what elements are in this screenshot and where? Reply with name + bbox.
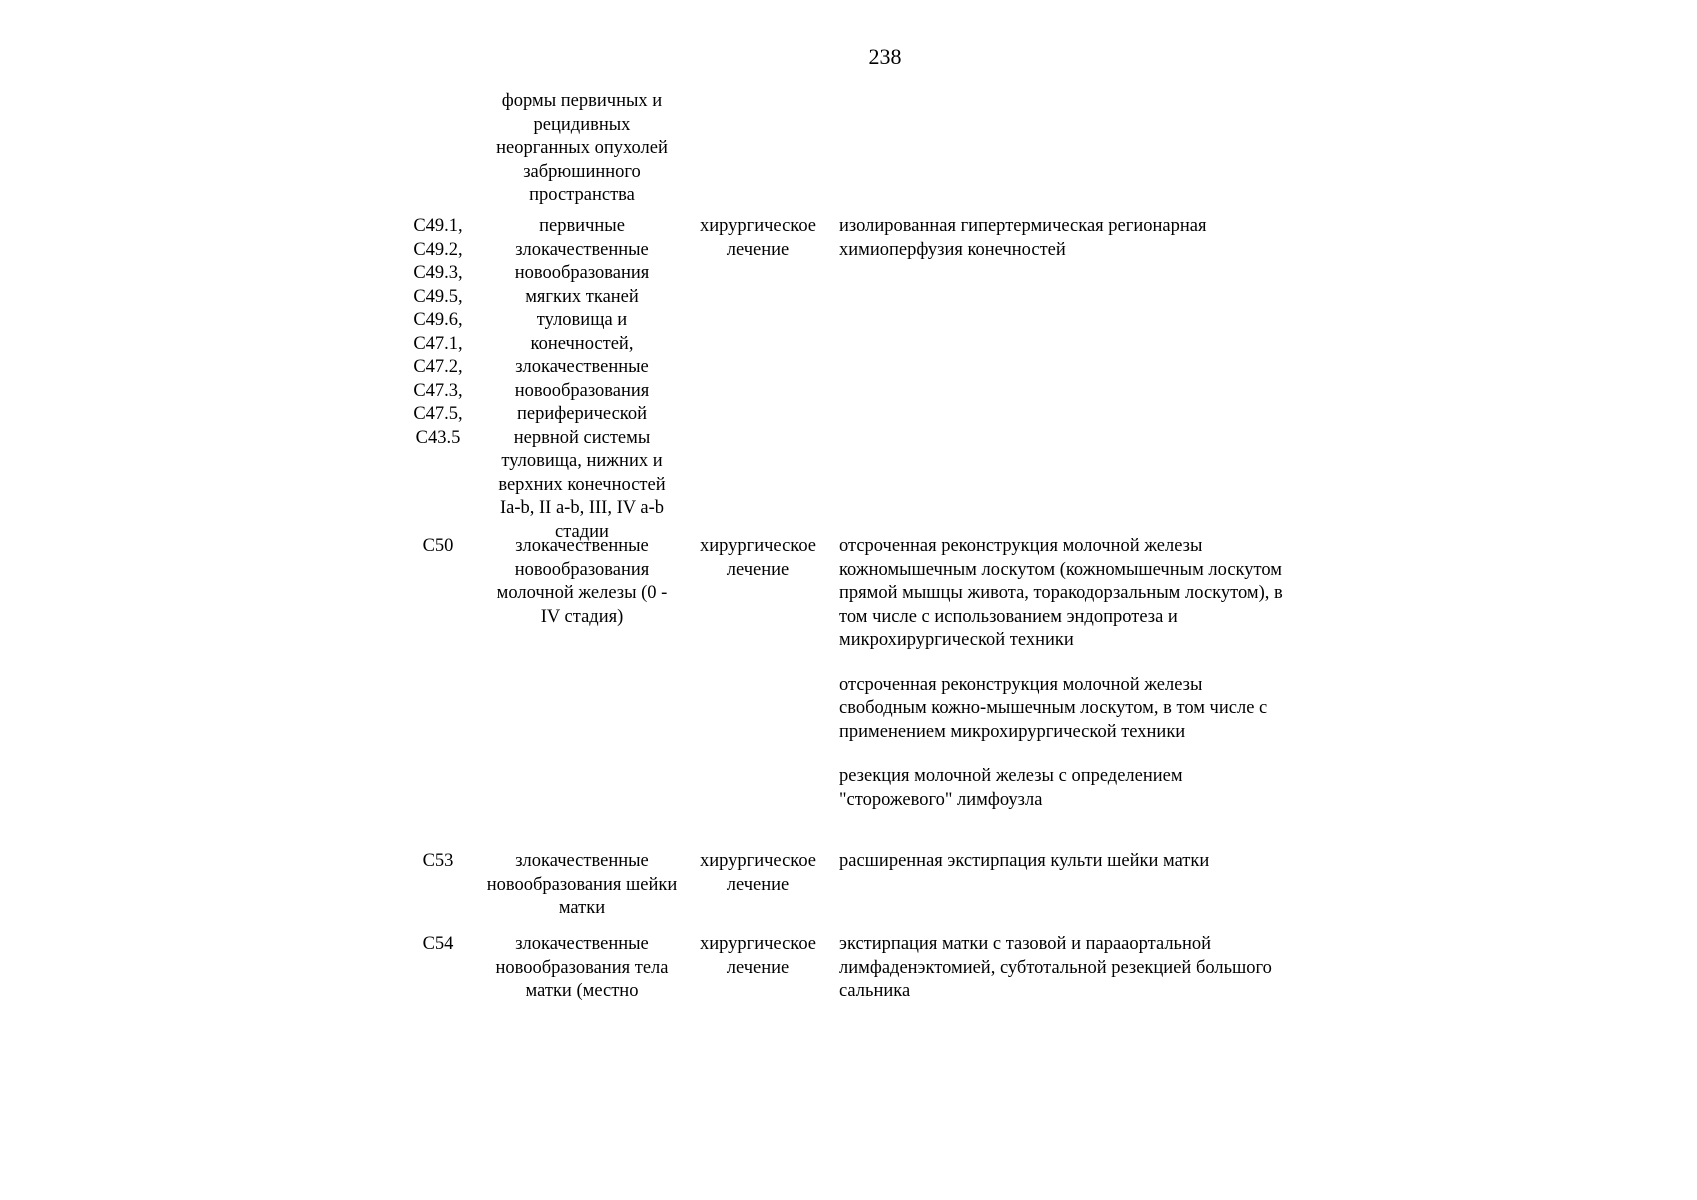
- diagnosis-cell: злокачественные новообразования шейки матки: [486, 851, 678, 918]
- icd-code-cell: C50: [422, 536, 454, 556]
- treatment-type-cell: хирургическое лечение: [699, 536, 817, 580]
- method-item: расширенная экстирпация культи шейки матки: [839, 851, 1210, 871]
- diagnosis-cell: злокачественные новообразования тела матки (местно: [495, 934, 669, 1001]
- method-cell: [839, 215, 1289, 283]
- method-item: экстирпация матки с тазовой и парааортальной лимфаденэктомией, субтотальной резекцией большого сальника: [839, 934, 1272, 1001]
- diagnosis-cell: первичные злокачественные новообразования мягких тканей туловища и конечностей, злокачественные новообразования периферической нервной системы туловища, нижних и верхних конечностей Ia-b, II a-b, III, IV a-b стадии: [498, 216, 666, 542]
- icd-code-cell: C49.1, C49.2, C49.3, C49.5, C49.6, C47.1, C47.2, C47.3, C47.5, C43.5: [413, 216, 463, 448]
- method-cell: [839, 535, 1289, 833]
- diagnosis-cell: формы первичных и рецидивных неорганных опухолей забрюшинного пространства: [496, 91, 668, 205]
- page-number: 238: [868, 44, 902, 69]
- diagnosis-cell: злокачественные новообразования молочной железы (0 - IV стадия): [496, 536, 668, 627]
- icd-code-cell: C54: [422, 934, 454, 954]
- method-item: изолированная гипертермическая регионарная химиоперфузия конечностей: [839, 216, 1207, 260]
- treatment-type-cell: хирургическое лечение: [699, 934, 817, 978]
- treatment-type-cell: хирургическое лечение: [699, 851, 817, 895]
- icd-code-cell: C53: [422, 851, 454, 871]
- method-cell: [839, 933, 1289, 1025]
- method-cell: [839, 850, 1289, 895]
- method-item: резекция молочной железы с определением "сторожевого" лимфоузла: [839, 766, 1183, 810]
- treatment-type-cell: хирургическое лечение: [699, 216, 817, 260]
- method-item: отсроченная реконструкция молочной железы кожномышечным лоскутом (кожномышечным лоскутом прямой мышцы живота, торакодорзальным лоскутом), в том числе с использованием эндопротеза и микрохирургической техники: [839, 536, 1283, 650]
- method-item: отсроченная реконструкция молочной железы свободным кожно-мышечным лоскутом, в том числе с применением микрохирургической техники: [839, 674, 1268, 742]
